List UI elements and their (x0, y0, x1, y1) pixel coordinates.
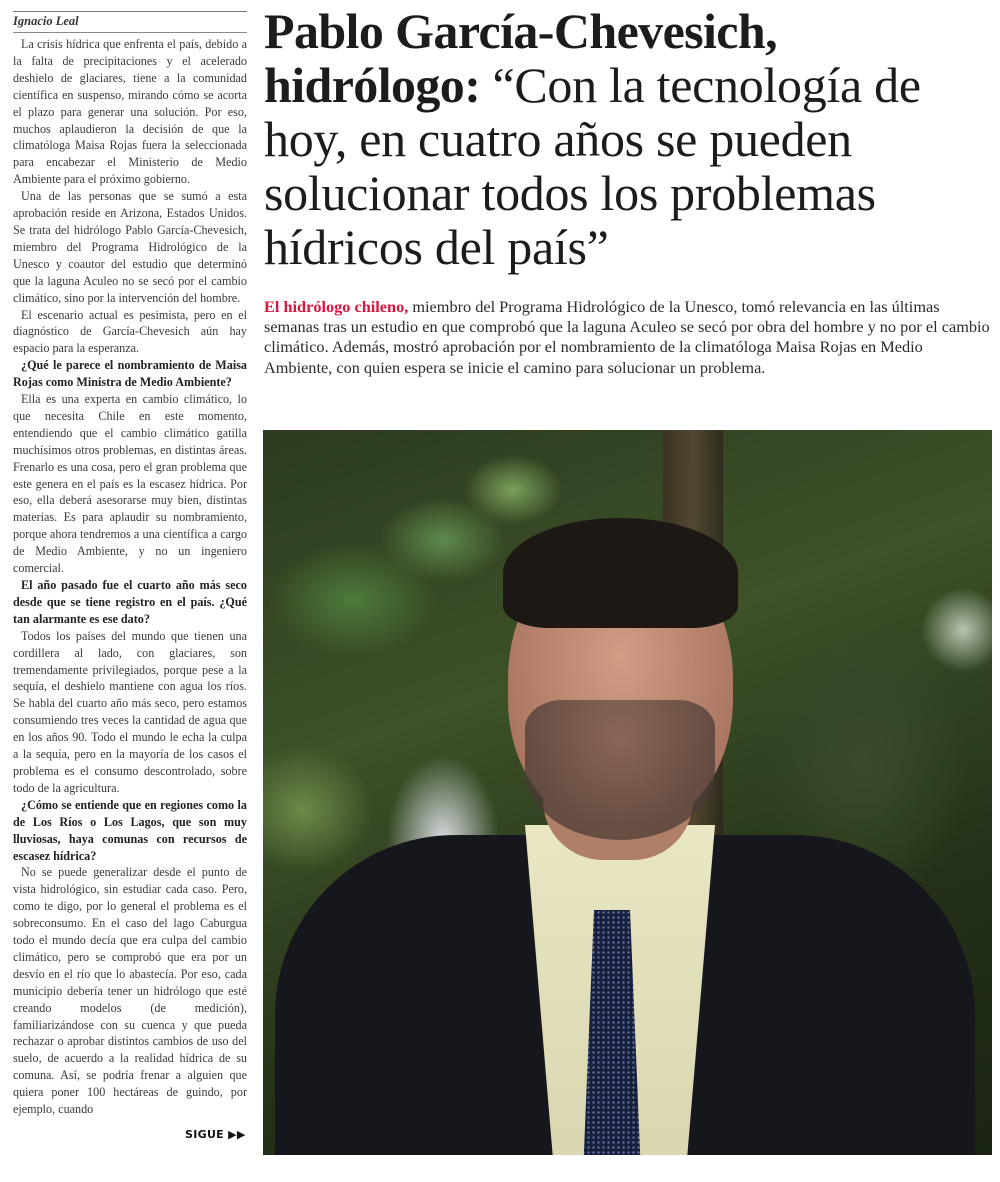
body-paragraph: Ella es una experta en cambio climático, lo que necesita Chile en este momento, entendiendo que el cambio climático gatilla muchísimos otros problemas, en distintas áreas. Frenarlo es una cosa, pero el gran problema que este genera en el país es la escasez hídrica. Por eso, ella deberá asesorarse muy bien, distintas materias. Es para aplaudir su nombramiento, porque ahora tendremos a una científica a cargo de Medio Ambiente, y no un ingeniero comercial. (13, 392, 247, 576)
body-paragraph: El escenario actual es pesimista, pero en el diagnóstico de García-Chevesich aún hay espacio para la esperanza. (13, 307, 247, 356)
lead-text: miembro del Programa Hidrológico de la Unesco, tomó relevancia en las últimas semanas tras un estudio en que comprobó que la laguna Aculeo se secó por obra del hombre y no por el cambio climático. Además, mostró aprobación por el nombramiento de la climatóloga Maisa Rojas en Medio Ambiente, con quien espera se inicie el camino para solucionar un problema. (264, 297, 990, 377)
beard (525, 700, 715, 840)
body-paragraph: No se puede generalizar desde el punto de vista hidrológico, sin estudiar cada caso. Pero, como te digo, por lo general el problema es el sobreconsumo. En el caso del lago Caburgua todo el mundo decía que era culpa del cambio climático, pero se comprobó que era por un desvío en el río que lo abastecía. Por eso, cada municipio debería tener un hidrólogo que esté creando modelos (de medición), familiarizándose con su cuenca y que pueda rechazar o aprobar distintos cambios de uso del suelo, de acuerdo a la realidad hídrica de su comuna. Así, se podría frenar a alguien que quiera poner 100 hectáreas de guindo, por ejemplo, cuando (13, 865, 247, 1117)
article-body (13, 36, 247, 1118)
byline: Ignacio Leal (13, 12, 247, 33)
headline-quote: “Con la tecnología de hoy, en cuatro años se pueden solucionar todos los problemas hídricos del país” (264, 57, 921, 275)
lead-paragraph (264, 297, 994, 378)
hair (503, 518, 738, 628)
article-column (13, 11, 247, 1118)
interview-question: ¿Cómo se entiende que en regiones como la de Los Ríos o Los Lagos, que son muy lluviosas, haya comunas con recursos de escasez hídrica? (13, 797, 247, 863)
headline-bold: Pablo García-Chevesich, hidrólogo: (264, 3, 778, 113)
body-paragraph: Una de las personas que se sumó a esta aprobación reside en Arizona, Estados Unidos. Se trata del hidrólogo Pablo García-Chevesich, miembro del Programa Hidrológico de la Unesco y coautor del estudio que determinó que la laguna Aculeo no se secó por el cambio climático, sino por la intervención del hombre. (13, 189, 247, 305)
lead-highlight: El hidrólogo chileno, (264, 297, 409, 316)
headline (264, 4, 999, 274)
interview-question: El año pasado fue el cuarto año más seco desde que se tiene registro en el país. ¿Qué tan alarmante es ese dato? (13, 578, 247, 626)
interview-question: ¿Qué le parece el nombramiento de Maisa Rojas como Ministra de Medio Ambiente? (13, 358, 247, 390)
body-paragraph: Todos los países del mundo que tienen una cordillera al lado, con glaciares, son tremendamente privilegiados, porque pese a la sequía, el deshielo mantiene con agua los ríos. Se habla del cuarto año más seco, pero estamos consumiendo tres veces la cantidad de agua que en los años 90. Todo el mundo le echa la culpa a la sequía, pero en la mayoría de los casos el problema es el consumo descontrolado, sobre todo de la agricultura. (13, 628, 247, 795)
continue-label: SIGUE ▶▶ (185, 1128, 246, 1141)
body-paragraph: La crisis hídrica que enfrenta el país, debido a la falta de precipitaciones y el acelerado deshielo de glaciares, tiene a la comunidad científica en suspenso, mirando cómo se acorta el plazo para generar una solución. Por eso, muchos aplaudieron la decisión de que la climatóloga Maisa Rojas fuera la seleccionada para encabezar el Ministerio de Medio Ambiente para el próximo gobierno. (13, 37, 247, 187)
portrait-photo (263, 430, 992, 1155)
